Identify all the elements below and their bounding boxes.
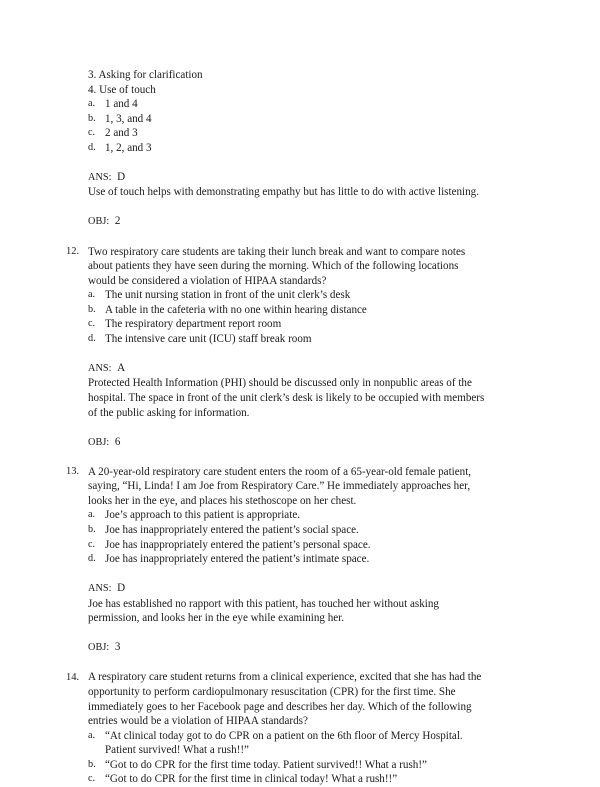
answer-option-line: The intensive care unit (ICU) staff break room <box>105 332 312 345</box>
answer-option-text <box>105 552 544 567</box>
answer-key-value: D <box>117 582 126 595</box>
answer-option-list <box>66 508 544 566</box>
paragraph-spacer <box>66 450 544 465</box>
answer-option-letter: d. <box>88 553 96 565</box>
answer-option[interactable] <box>66 141 544 156</box>
answer-rationale-line: Protected Health Information (PHI) should be discussed only in nonpublic areas of the <box>88 377 472 390</box>
answer-option-line: “Got to do CPR for the first time today. Patient survived!! What a rush!” <box>105 758 427 771</box>
answer-option-list <box>66 97 544 155</box>
answer-option[interactable] <box>66 332 544 347</box>
answer-option-line: 1, 2, and 3 <box>105 141 152 154</box>
answer-option-text <box>105 508 544 523</box>
answer-option-text <box>105 729 544 758</box>
objective-value: 6 <box>114 435 121 448</box>
answer-option-line: Joe has inappropriately entered the patient’s personal space. <box>105 538 371 551</box>
answer-option-line: Joe’s approach to this patient is appropriate. <box>105 509 301 522</box>
answer-option[interactable] <box>66 772 544 787</box>
paragraph-spacer <box>66 200 544 215</box>
answer-option-text <box>105 141 544 156</box>
question-stem-line: A 20-year-old respiratory care student enters the room of a 65-year-old female patient, <box>88 465 472 478</box>
answer-key-label: ANS: <box>88 583 112 595</box>
answer-option-line: 1, 3, and 4 <box>105 112 152 125</box>
objective-label: OBJ: <box>88 642 110 654</box>
stem-fragment <box>66 68 544 97</box>
answer-key-label: ANS: <box>88 362 112 374</box>
question-stem-line: looks her in the eye, and places his stethoscope on her chest. <box>88 494 357 507</box>
answer-rationale-line: permission, and looks her in the eye while examining her. <box>88 612 345 625</box>
question-stem-line: opportunity to perform cardiopulmonary resuscitation (CPR) for the first time. She <box>88 685 456 698</box>
answer-option-text <box>105 126 544 141</box>
answer-option-letter: d. <box>88 332 96 344</box>
answer-option-letter: c. <box>88 318 96 330</box>
question-stem-line: would be considered a violation of HIPAA standards? <box>88 274 327 287</box>
answer-option-text <box>105 112 544 127</box>
answer-option[interactable] <box>66 552 544 567</box>
answer-option-list <box>66 288 544 346</box>
answer-option-text <box>105 523 544 538</box>
answer-key-value: D <box>117 170 126 183</box>
answer-option-letter: b. <box>88 112 96 124</box>
answer-key-line <box>66 361 544 377</box>
answer-key-value: A <box>117 361 126 374</box>
answer-option-letter: a. <box>88 729 96 741</box>
answer-rationale <box>66 185 544 200</box>
answer-rationale-line: of the public asking for information. <box>88 406 250 419</box>
answer-rationale-line: Joe has established no rapport with this patient, has touched her without asking <box>88 597 439 610</box>
question-number: 12. <box>66 246 80 258</box>
answer-rationale-line: Use of touch helps with demonstrating empathy but has little to do with active listening. <box>88 186 479 199</box>
question-stem-line: about patients they have seen during the morning. Which of the following locations <box>88 260 459 273</box>
question-stem-line: entries would be a violation of HIPAA standards? <box>88 715 308 728</box>
answer-option[interactable] <box>66 508 544 523</box>
answer-option-line: “Got to do CPR for the first time in clinical today! What a rush!!” <box>105 773 398 786</box>
question-stem-line: saying, “Hi, Linda! I am Joe from Respiratory Care.” He immediately approaches her, <box>88 480 471 493</box>
question-stem <box>88 245 544 289</box>
answer-option-letter: b. <box>88 523 96 535</box>
answer-rationale <box>66 597 544 626</box>
answer-key-line <box>66 170 544 186</box>
answer-rationale-line: hospital. The space in front of the unit clerk’s desk is likely to be occupied with members <box>88 392 485 405</box>
answer-option-letter: c. <box>88 127 96 139</box>
answer-rationale <box>66 376 544 420</box>
stem-line: 4. Use of touch <box>88 83 156 96</box>
question-stem-line: Two respiratory care students are taking their lunch break and want to compare notes <box>88 245 466 258</box>
question-stem-line: A respiratory care student returns from a clinical experience, excited that she has had the <box>88 671 482 684</box>
answer-option-letter: a. <box>88 98 96 110</box>
answer-option-line: A table in the cafeteria with no one within hearing distance <box>105 303 367 316</box>
answer-option[interactable] <box>66 112 544 127</box>
objective-label: OBJ: <box>88 436 110 448</box>
answer-option-letter: b. <box>88 303 96 315</box>
answer-option-letter: a. <box>88 509 96 521</box>
page-content <box>66 68 544 787</box>
objective-value: 2 <box>114 215 121 228</box>
answer-option[interactable] <box>66 288 544 303</box>
objective-line <box>66 435 544 451</box>
objective-line <box>66 640 544 656</box>
answer-option[interactable] <box>66 97 544 112</box>
answer-option-letter: a. <box>88 289 96 301</box>
answer-option-text <box>105 772 544 787</box>
paragraph-spacer <box>66 656 544 671</box>
answer-option-line: “At clinical today got to do CPR on a patient on the 6th floor of Mercy Hospital. <box>105 729 463 742</box>
answer-option-text <box>105 288 544 303</box>
answer-option-text <box>105 332 544 347</box>
answer-option[interactable] <box>66 317 544 332</box>
answer-option-line: 2 and 3 <box>105 127 138 140</box>
answer-option-line: Patient survived! What a rush!!” <box>105 744 249 757</box>
stem-line: 3. Asking for clarification <box>88 69 203 81</box>
answer-option-line: The respiratory department report room <box>105 318 282 331</box>
question-block <box>66 465 544 509</box>
question-number: 13. <box>66 466 80 478</box>
question-number: 14. <box>66 671 80 683</box>
answer-option[interactable] <box>66 729 544 758</box>
answer-option-text <box>105 303 544 318</box>
paragraph-spacer <box>66 420 544 435</box>
question-stem-line: immediately goes to her Facebook page and describes her day. Which of the following <box>88 700 472 713</box>
answer-option-letter: c. <box>88 773 96 785</box>
paragraph-spacer <box>66 626 544 641</box>
answer-option-letter: b. <box>88 758 96 770</box>
answer-option-line: The unit nursing station in front of the unit clerk’s desk <box>105 289 351 302</box>
question-stem <box>88 670 544 728</box>
answer-key-line <box>66 581 544 597</box>
answer-option-text <box>105 97 544 112</box>
question-stem <box>88 465 544 509</box>
answer-key-label: ANS: <box>88 171 112 183</box>
answer-option-line: Joe has inappropriately entered the patient’s social space. <box>105 523 359 536</box>
objective-value: 3 <box>114 641 121 654</box>
answer-option-text <box>105 758 544 773</box>
answer-option[interactable] <box>66 758 544 773</box>
paragraph-spacer <box>66 346 544 361</box>
question-block <box>66 245 544 289</box>
answer-option[interactable] <box>66 303 544 318</box>
answer-option-letter: c. <box>88 538 96 550</box>
answer-option-line: 1 and 4 <box>105 98 138 111</box>
paragraph-spacer <box>66 230 544 245</box>
answer-option[interactable] <box>66 523 544 538</box>
answer-option-line: Joe has inappropriately entered the patient’s intimate space. <box>105 553 370 566</box>
answer-option[interactable] <box>66 126 544 141</box>
paragraph-spacer <box>66 567 544 582</box>
question-block <box>66 670 544 728</box>
answer-option-list <box>66 729 544 787</box>
objective-label: OBJ: <box>88 216 110 228</box>
objective-line <box>66 214 544 230</box>
answer-option[interactable] <box>66 538 544 553</box>
answer-option-text <box>105 538 544 553</box>
answer-option-letter: d. <box>88 141 96 153</box>
answer-option-text <box>105 317 544 332</box>
paragraph-spacer <box>66 155 544 170</box>
